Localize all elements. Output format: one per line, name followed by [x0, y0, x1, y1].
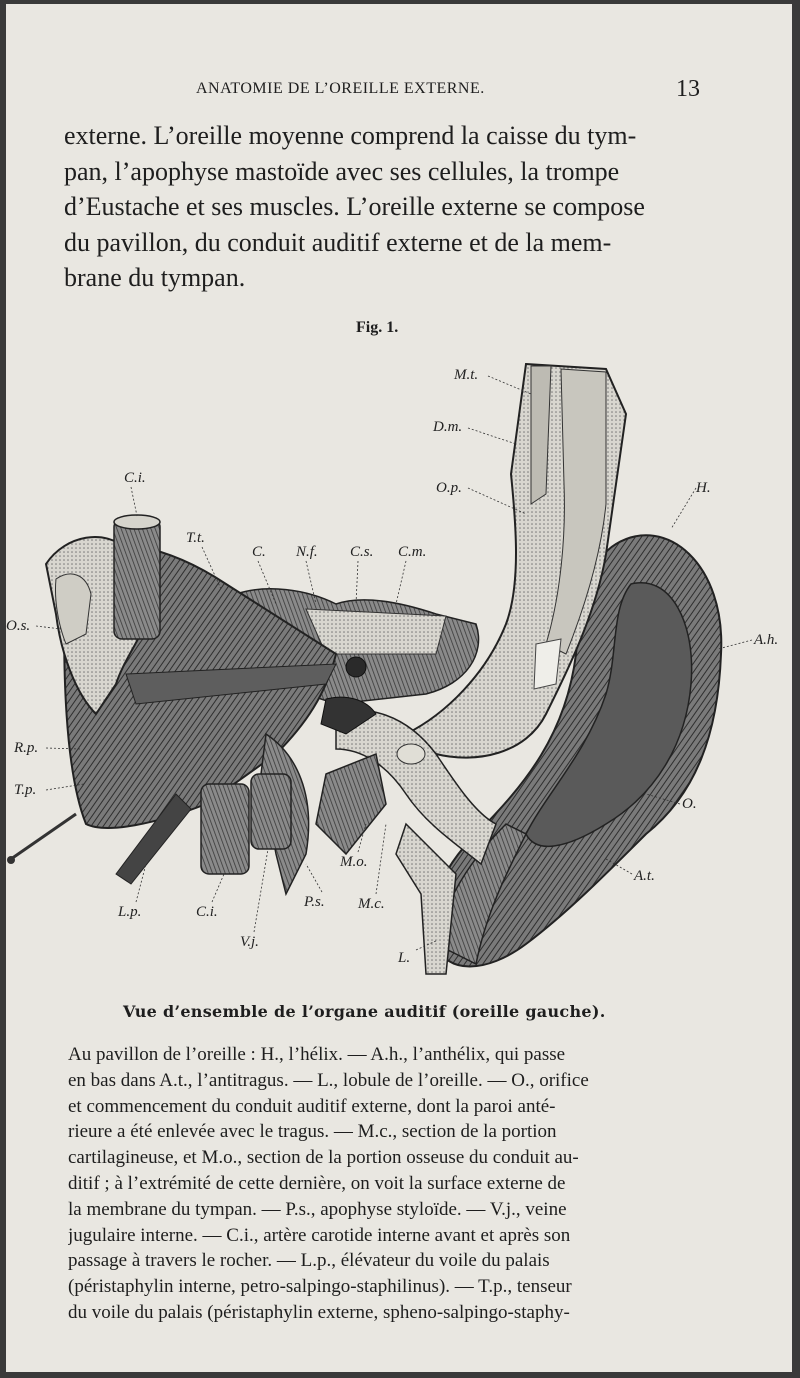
label-dm: D.m. [433, 419, 463, 435]
figure-legend [68, 1042, 714, 1326]
label-l: L. [398, 950, 411, 966]
legend-line: la membrane du tympan. — P.s., apophyse styloïde. — V.j., veine [68, 1198, 567, 1220]
page-number: 13 [676, 76, 700, 102]
label-at: A.t. [634, 868, 655, 884]
label-vj: V.j. [240, 934, 259, 950]
intro-paragraph [64, 118, 712, 296]
legend-line: en bas dans A.t., l’antitragus. — L., lobule de l’oreille. — O., orifice [68, 1069, 589, 1091]
legend-line: et commencement du conduit auditif externe, dont la paroi anté- [68, 1095, 556, 1117]
legend-line: du voile du palais (péristaphylin externe, spheno-salpingo-staphy- [68, 1301, 570, 1323]
label-op: O.p. [436, 480, 462, 496]
label-tp: T.p. [14, 782, 37, 798]
label-nf: N.f. [296, 544, 318, 560]
label-ah: A.h. [754, 632, 779, 648]
carotid-artery-upper [114, 515, 160, 639]
legend-line: passage à travers le rocher. — L.p., élévateur du voile du palais [68, 1250, 550, 1272]
intro-line: d’Eustache et ses muscles. L’oreille externe se compose [64, 192, 645, 221]
label-mc: M.c. [358, 896, 385, 912]
label-lp: L.p. [118, 904, 142, 920]
ear-anatomy-figure [6, 354, 792, 994]
legend-line: jugulaire interne. — C.i., artère carotide interne avant et après son [68, 1224, 571, 1246]
label-c: C. [252, 544, 266, 560]
legend-line: rieure a été enlevée avec le tragus. — M.c., section de la portion [68, 1121, 557, 1143]
figure-caption-title: Vue d’ensemble de l’organe auditif (oreille gauche). [123, 1002, 606, 1021]
ear-illustration [6, 354, 792, 994]
legend-line: (péristaphylin interne, petro-salpingo-staphilinus). — T.p., tenseur [68, 1276, 572, 1298]
legend-line: Au pavillon de l’oreille : H., l’hélix. — A.h., l’anthélix, qui passe [68, 1044, 566, 1065]
intro-line: brane du tympan. [64, 263, 246, 292]
label-tt: T.t. [186, 530, 205, 546]
label-mt: M.t. [454, 367, 479, 383]
label-o: O. [682, 796, 697, 812]
label-os: O.s. [6, 618, 31, 634]
label-cs: C.s. [350, 544, 374, 560]
intro-line: pan, l’apophyse mastoïde avec ses cellules, la trompe [64, 156, 620, 186]
running-head-title: ANATOMIE DE L’OREILLE EXTERNE. [196, 80, 485, 97]
label-ps: P.s. [304, 894, 325, 910]
label-ci-top: C.i. [124, 470, 146, 486]
intro-line: du pavillon, du conduit auditif externe et de la mem- [64, 227, 612, 257]
intro-line: externe. L’oreille moyenne comprend la caisse du tym- [64, 121, 637, 150]
legend-line: ditif ; à l’extrémité de cette dernière, on voit la surface externe de [68, 1172, 566, 1194]
legend-line: cartilagineuse, et M.o., section de la portion osseuse du conduit au- [68, 1147, 579, 1169]
figure-label: Fig. 1. [356, 319, 399, 336]
label-ci-bottom: C.i. [196, 904, 218, 920]
label-mo: M.o. [340, 854, 368, 870]
running-head [6, 76, 792, 106]
label-rp: R.p. [14, 740, 39, 756]
book-page [6, 4, 792, 1372]
label-cm: C.m. [398, 544, 427, 560]
label-h: H. [696, 480, 711, 496]
